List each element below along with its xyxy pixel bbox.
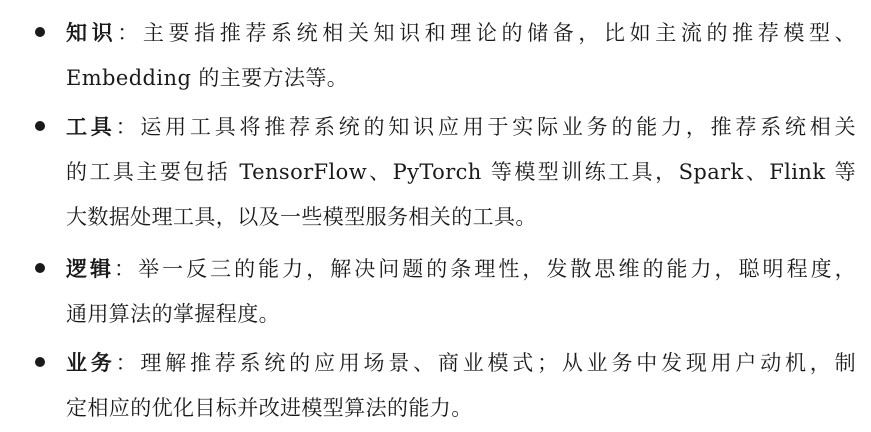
item-separator: ： [115, 351, 141, 375]
item-text: 定相应的优化目标并改进模型算法的能力。 [66, 396, 473, 420]
item-text: 主要指推荐系统相关知识和理论的储备，比如主流的推荐模型、 [142, 21, 856, 45]
item-text: 通用算法的掌握程度。 [66, 302, 280, 326]
item-separator: ： [117, 21, 143, 45]
item-text: 大数据处理工具，以及一些模型服务相关的工具。 [66, 205, 537, 229]
item-line [66, 343, 856, 383]
item-separator: ： [114, 257, 139, 281]
bullet-icon [35, 27, 45, 37]
item-line [66, 197, 856, 237]
item-line [66, 294, 856, 334]
item-line [66, 249, 856, 289]
item-line [66, 107, 856, 147]
item-text: 的工具主要包括 TensorFlow、PyTorch 等模型训练工具，Spark、Flink 等 [66, 160, 856, 184]
item-term: 业务 [66, 351, 116, 375]
item-term: 逻辑 [66, 257, 115, 281]
bullet-icon [35, 357, 45, 367]
item-term: 知识 [66, 21, 118, 45]
item-text: 举一反三的能力，解决问题的条理性，发散思维的能力，聪明程度， [138, 257, 857, 281]
item-text: 运用工具将推荐系统的知识应用于实际业务的能力，推荐系统相关 [140, 115, 856, 139]
item-line [66, 13, 856, 53]
item-separator: ： [115, 115, 141, 139]
item-term: 工具 [66, 115, 116, 139]
bullet-icon [35, 121, 45, 131]
item-line [66, 58, 856, 98]
item-text: 理解推荐系统的应用场景、商业模式；从业务中发现用户动机，制 [140, 351, 856, 375]
bullet-icon [35, 263, 45, 273]
item-line [66, 388, 856, 428]
item-text: Embedding 的主要方法等。 [66, 66, 349, 90]
item-line [66, 152, 856, 192]
